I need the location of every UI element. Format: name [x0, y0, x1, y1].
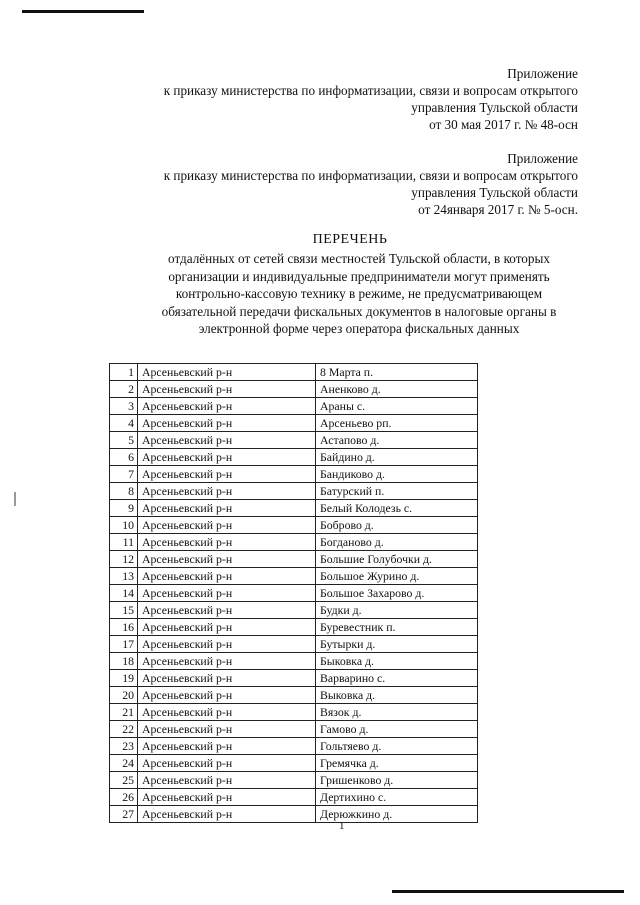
row-number: 15 — [110, 602, 138, 619]
district-cell: Арсеньевский р-н — [138, 789, 316, 806]
district-cell: Арсеньевский р-н — [138, 381, 316, 398]
appendix-line: от 30 мая 2017 г. № 48-осн — [429, 117, 578, 132]
locality-cell: Богданово д. — [316, 534, 478, 551]
row-number: 11 — [110, 534, 138, 551]
locality-cell: Белый Колодезь с. — [316, 500, 478, 517]
locality-cell: Арсеньево рп. — [316, 415, 478, 432]
table-row — [110, 568, 478, 585]
district-cell: Арсеньевский р-н — [138, 806, 316, 823]
locality-cell: Гремячка д. — [316, 755, 478, 772]
table-row — [110, 398, 478, 415]
appendix-block-2 — [164, 150, 578, 218]
appendix-line: управления Тульской области — [411, 100, 578, 115]
table-row — [110, 415, 478, 432]
locality-cell: Гольтяево д. — [316, 738, 478, 755]
district-cell: Арсеньевский р-н — [138, 636, 316, 653]
row-number: 3 — [110, 398, 138, 415]
locality-cell: 8 Марта п. — [316, 364, 478, 381]
table-row — [110, 449, 478, 466]
locality-cell: Байдино д. — [316, 449, 478, 466]
row-number: 8 — [110, 483, 138, 500]
locality-cell: Гамово д. — [316, 721, 478, 738]
appendix-line: Приложение — [507, 66, 578, 81]
table-row — [110, 534, 478, 551]
table-row — [110, 738, 478, 755]
row-number: 12 — [110, 551, 138, 568]
table-row — [110, 619, 478, 636]
appendix-line: управления Тульской области — [411, 185, 578, 200]
appendix-line: Приложение — [507, 151, 578, 166]
locality-cell: Дертихино с. — [316, 789, 478, 806]
appendix-line: от 24января 2017 г. № 5-осн. — [418, 202, 578, 217]
row-number: 27 — [110, 806, 138, 823]
district-cell: Арсеньевский р-н — [138, 449, 316, 466]
row-number: 18 — [110, 653, 138, 670]
table-row — [110, 653, 478, 670]
row-number: 25 — [110, 772, 138, 789]
row-number: 24 — [110, 755, 138, 772]
row-number: 26 — [110, 789, 138, 806]
locality-cell: Буревестник п. — [316, 619, 478, 636]
district-cell: Арсеньевский р-н — [138, 721, 316, 738]
row-number: 19 — [110, 670, 138, 687]
locality-cell: Бутырки д. — [316, 636, 478, 653]
table-row — [110, 806, 478, 823]
scan-speck — [14, 492, 16, 506]
row-number: 20 — [110, 687, 138, 704]
district-cell: Арсеньевский р-н — [138, 653, 316, 670]
table-row — [110, 772, 478, 789]
district-cell: Арсеньевский р-н — [138, 432, 316, 449]
appendix-line: к приказу министерства по информатизации, связи и вопросам открытого — [163, 168, 578, 183]
table-row — [110, 755, 478, 772]
description-line: контрольно-кассовую технику в режиме, не предусматривающем — [175, 286, 543, 301]
locality-cell: Астапово д. — [316, 432, 478, 449]
appendix-block-1 — [164, 65, 578, 133]
locality-cell: Быковка д. — [316, 653, 478, 670]
table-row — [110, 721, 478, 738]
row-number: 9 — [110, 500, 138, 517]
district-cell: Арсеньевский р-н — [138, 738, 316, 755]
table-row — [110, 466, 478, 483]
row-number: 6 — [110, 449, 138, 466]
table-row — [110, 364, 478, 381]
table-row — [110, 704, 478, 721]
locality-cell: Дерюжкино д. — [316, 806, 478, 823]
locality-cell: Выковка д. — [316, 687, 478, 704]
description-line: отдалённых от сетей связи местностей Тульской области, в которых — [168, 251, 550, 266]
localities-table — [109, 363, 478, 823]
table-row — [110, 500, 478, 517]
row-number: 7 — [110, 466, 138, 483]
row-number: 17 — [110, 636, 138, 653]
district-cell: Арсеньевский р-н — [138, 687, 316, 704]
district-cell: Арсеньевский р-н — [138, 398, 316, 415]
scan-edge-mark-bottom — [392, 890, 624, 893]
table-row — [110, 517, 478, 534]
row-number: 16 — [110, 619, 138, 636]
district-cell: Арсеньевский р-н — [138, 534, 316, 551]
localities-table-body — [110, 364, 478, 823]
district-cell: Арсеньевский р-н — [138, 755, 316, 772]
district-cell: Арсеньевский р-н — [138, 500, 316, 517]
district-cell: Арсеньевский р-н — [138, 415, 316, 432]
district-cell: Арсеньевский р-н — [138, 602, 316, 619]
district-cell: Арсеньевский р-н — [138, 585, 316, 602]
locality-cell: Гришенково д. — [316, 772, 478, 789]
district-cell: Арсеньевский р-н — [138, 466, 316, 483]
table-row — [110, 602, 478, 619]
row-number: 23 — [110, 738, 138, 755]
document-title: ПЕРЕЧЕНЬ — [312, 232, 388, 247]
district-cell: Арсеньевский р-н — [138, 551, 316, 568]
locality-cell: Большое Журино д. — [316, 568, 478, 585]
locality-cell: Большое Захарово д. — [316, 585, 478, 602]
district-cell: Арсеньевский р-н — [138, 772, 316, 789]
district-cell: Арсеньевский р-н — [138, 619, 316, 636]
description-line: электронной форме через оператора фискальных данных — [198, 321, 520, 336]
locality-cell: Араны с. — [316, 398, 478, 415]
row-number: 10 — [110, 517, 138, 534]
document-description — [94, 250, 624, 338]
locality-cell: Батурский п. — [316, 483, 478, 500]
row-number: 13 — [110, 568, 138, 585]
district-cell: Арсеньевский р-н — [138, 568, 316, 585]
locality-cell: Боброво д. — [316, 517, 478, 534]
row-number: 22 — [110, 721, 138, 738]
description-line: обязательной передачи фискальных документов в налоговые органы в — [161, 303, 557, 319]
row-number: 21 — [110, 704, 138, 721]
table-row — [110, 789, 478, 806]
locality-cell: Варварино с. — [316, 670, 478, 687]
scan-edge-mark-top — [22, 10, 144, 13]
description-line: организации и индивидуальные предприниматели могут применять — [168, 268, 550, 284]
district-cell: Арсеньевский р-н — [138, 364, 316, 381]
locality-cell: Аненково д. — [316, 381, 478, 398]
table-row — [110, 636, 478, 653]
appendix-line: к приказу министерства по информатизации, связи и вопросам открытого — [163, 83, 578, 98]
locality-cell: Вязок д. — [316, 704, 478, 721]
table-row — [110, 551, 478, 568]
locality-cell: Будки д. — [316, 602, 478, 619]
locality-cell: Большие Голубочки д. — [316, 551, 478, 568]
district-cell: Арсеньевский р-н — [138, 704, 316, 721]
page-number: 1 — [339, 820, 345, 832]
table-row — [110, 670, 478, 687]
table-row — [110, 585, 478, 602]
table-row — [110, 432, 478, 449]
table-row — [110, 381, 478, 398]
row-number: 2 — [110, 381, 138, 398]
district-cell: Арсеньевский р-н — [138, 670, 316, 687]
table-row — [110, 687, 478, 704]
row-number: 1 — [110, 364, 138, 381]
row-number: 14 — [110, 585, 138, 602]
table-row — [110, 483, 478, 500]
locality-cell: Бандиково д. — [316, 466, 478, 483]
district-cell: Арсеньевский р-н — [138, 483, 316, 500]
district-cell: Арсеньевский р-н — [138, 517, 316, 534]
row-number: 5 — [110, 432, 138, 449]
row-number: 4 — [110, 415, 138, 432]
